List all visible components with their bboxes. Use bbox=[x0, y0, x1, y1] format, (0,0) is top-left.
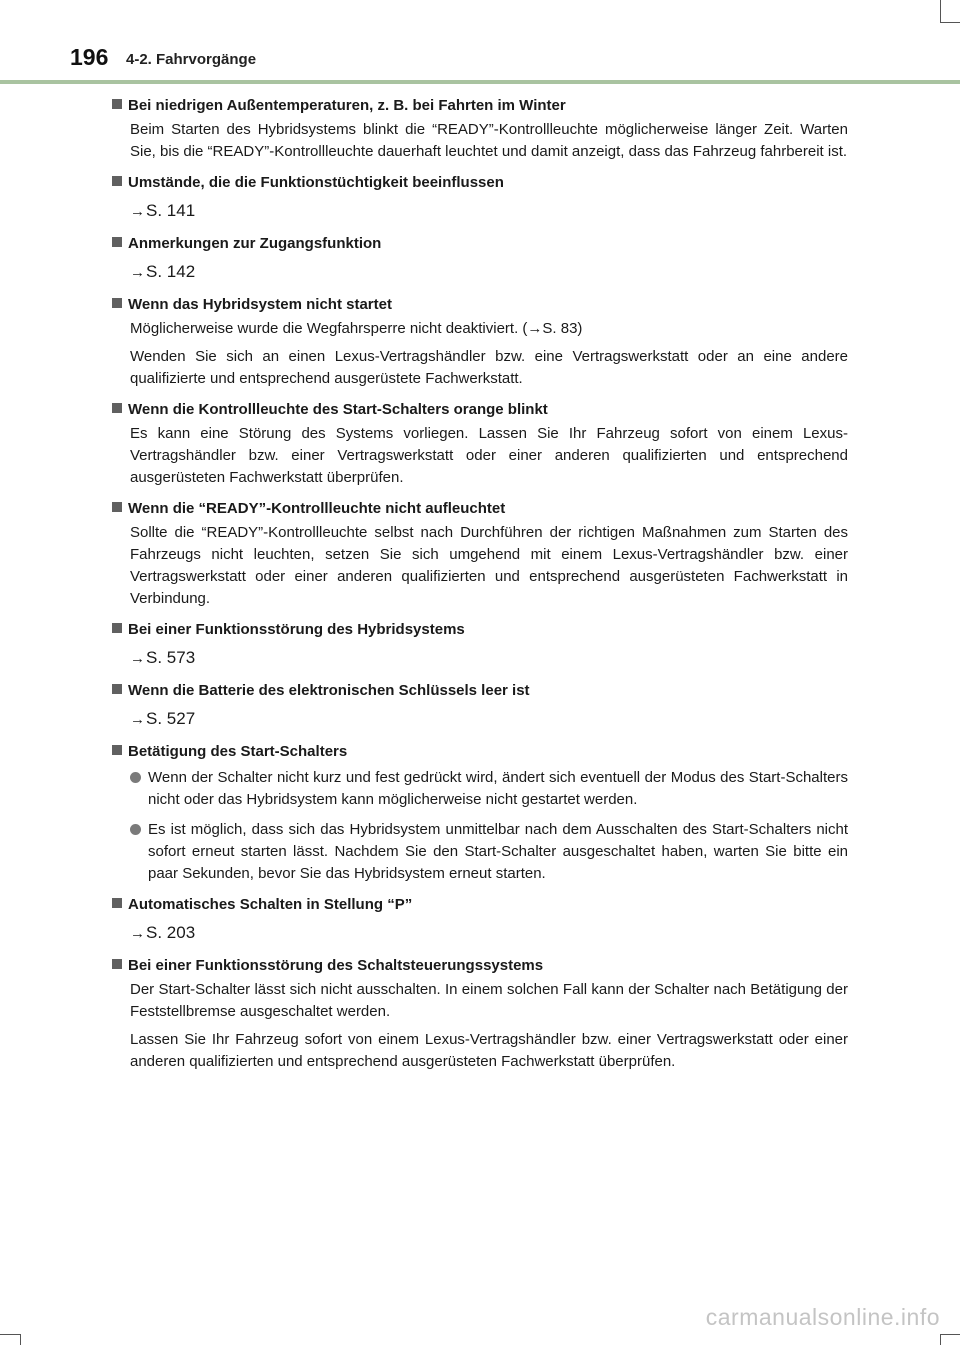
chapter-title: 4-2. Fahrvorgänge bbox=[126, 51, 257, 68]
header-rule bbox=[0, 80, 960, 84]
section-heading bbox=[112, 895, 848, 915]
arrow-right-icon: → bbox=[130, 925, 145, 942]
page-header bbox=[0, 38, 960, 86]
page-reference-text: S. 203 bbox=[146, 923, 196, 942]
section-heading bbox=[112, 956, 848, 976]
page-number: 196 bbox=[70, 44, 109, 70]
round-bullet-icon bbox=[130, 824, 141, 835]
watermark: carmanualsonline.info bbox=[705, 1304, 940, 1330]
bullet-text: Es ist möglich, dass sich das Hybridsystem unmittelbar nach dem Ausschalten des Start-Schalters nicht sofort erneut starten lässt. Nachdem Sie den Start-Schalter ausgeschaltet haben, warten Sie bitte ein paar Sekunden, bevor Sie das Hybridsystem erneut starten. bbox=[148, 821, 848, 882]
section-heading-text: Automatisches Schalten in Stellung “P” bbox=[128, 896, 413, 913]
body-paragraph: Lassen Sie Ihr Fahrzeug sofort von einem Lexus-Vertragshändler bzw. einer Vertragswerkstatt oder einer anderen qualifizierten und entsprechend ausgerüsteten Fachwerkstatt überprüfen. bbox=[130, 1031, 848, 1070]
section bbox=[112, 681, 848, 732]
square-bullet-icon bbox=[112, 623, 122, 633]
section-heading-text: Umstände, die die Funktionstüchtigkeit beeinflussen bbox=[128, 174, 504, 191]
crop-mark bbox=[20, 1334, 21, 1345]
square-bullet-icon bbox=[112, 237, 122, 247]
section-heading-text: Wenn die Batterie des elektronischen Schlüssels leer ist bbox=[128, 682, 530, 699]
body-paragraph: Möglicherweise wurde die Wegfahrsperre nicht deaktiviert. (→S. 83) bbox=[130, 320, 583, 337]
crop-mark bbox=[0, 1334, 20, 1335]
section bbox=[112, 234, 848, 285]
page-reference-text: S. 141 bbox=[146, 201, 196, 220]
section bbox=[112, 956, 848, 1073]
square-bullet-icon bbox=[112, 745, 122, 755]
section bbox=[112, 620, 848, 671]
crop-mark bbox=[940, 1334, 960, 1335]
section-heading-text: Wenn das Hybridsystem nicht startet bbox=[128, 296, 392, 313]
square-bullet-icon bbox=[112, 176, 122, 186]
section-heading bbox=[112, 742, 848, 762]
square-bullet-icon bbox=[112, 684, 122, 694]
page-reference[interactable] bbox=[130, 260, 848, 285]
arrow-right-icon: → bbox=[130, 264, 145, 281]
body-paragraph: Beim Starten des Hybridsystems blinkt die “READY”-Kontrollleuchte möglicherweise länger Zeit. Warten Sie, bis die “READY”-Kontrollleuchte dauerhaft leuchtet und damit anzeigt, dass das Fahrzeug fahrbereit ist. bbox=[130, 121, 848, 160]
page-reference-text: S. 527 bbox=[146, 709, 196, 728]
section bbox=[112, 400, 848, 489]
arrow-right-icon: → bbox=[130, 203, 145, 220]
page-reference-text: S. 142 bbox=[146, 262, 196, 281]
body-paragraph: Sollte die “READY”-Kontrollleuchte selbst nach Durchführen der richtigen Maßnahmen zum Starten des Fahrzeugs nicht leuchten, setzen Sie sich umgehend mit einem Lexus-Vertragshändler bzw. einer Vertragswerkstatt oder einer anderen qualifizierten und entsprechend ausgerüsteten Fachwerkstatt in Verbindung. bbox=[130, 524, 848, 607]
section-heading-text: Wenn die Kontrollleuchte des Start-Schalters orange blinkt bbox=[128, 401, 548, 418]
section-heading-text: Bei niedrigen Außentemperaturen, z. B. bei Fahrten im Winter bbox=[128, 97, 566, 114]
square-bullet-icon bbox=[112, 403, 122, 413]
bullet-text: Wenn der Schalter nicht kurz und fest gedrückt wird, ändert sich eventuell der Modus des Start-Schalters nicht oder das Hybridsystem kann möglicherweise nicht gestartet werden. bbox=[148, 769, 848, 808]
section-heading bbox=[112, 620, 848, 640]
page-reference[interactable] bbox=[130, 646, 848, 671]
section-heading-text: Bei einer Funktionsstörung des Schaltsteuerungssystems bbox=[128, 957, 544, 974]
section-heading bbox=[112, 400, 848, 420]
section bbox=[112, 499, 848, 610]
body-paragraph: Es kann eine Störung des Systems vorliegen. Lassen Sie Ihr Fahrzeug sofort von einem Lexus-Vertragshändler bzw. einer Vertragswerkstatt oder einer anderen qualifizierten und entsprechend ausgerüsteten Fachwerkstatt überprüfen. bbox=[130, 425, 848, 486]
square-bullet-icon bbox=[112, 959, 122, 969]
bullet-item bbox=[148, 767, 848, 811]
page-reference[interactable] bbox=[130, 199, 848, 224]
section-heading-text: Betätigung des Start-Schalters bbox=[128, 743, 348, 760]
page-reference[interactable] bbox=[130, 707, 848, 732]
section-heading-text: Wenn die “READY”-Kontrollleuchte nicht aufleuchtet bbox=[128, 500, 506, 517]
section bbox=[112, 895, 848, 946]
arrow-right-icon: → bbox=[130, 711, 145, 728]
page-reference-text: S. 573 bbox=[146, 648, 196, 667]
body-paragraph: Der Start-Schalter lässt sich nicht ausschalten. In einem solchen Fall kann der Schalter nach Betätigung der Feststellbremse ausgeschaltet werden. bbox=[130, 981, 848, 1020]
square-bullet-icon bbox=[112, 898, 122, 908]
section-heading bbox=[112, 681, 848, 701]
crop-mark bbox=[940, 0, 941, 22]
round-bullet-icon bbox=[130, 772, 141, 783]
arrow-right-icon: → bbox=[130, 650, 145, 667]
bullet-item bbox=[148, 819, 848, 885]
section-heading bbox=[112, 96, 848, 116]
body-paragraph: Wenden Sie sich an einen Lexus-Vertragshändler bzw. eine Vertragswerkstatt oder an eine andere qualifizierte und entsprechend ausgerüstete Fachwerkstatt. bbox=[130, 348, 848, 387]
section-heading-text: Bei einer Funktionsstörung des Hybridsystems bbox=[128, 621, 465, 638]
crop-mark bbox=[940, 1334, 941, 1345]
square-bullet-icon bbox=[112, 298, 122, 308]
section bbox=[112, 173, 848, 224]
crop-mark bbox=[940, 22, 960, 23]
section bbox=[112, 295, 848, 390]
section bbox=[112, 742, 848, 885]
section-heading bbox=[112, 173, 848, 193]
section-heading bbox=[112, 234, 848, 254]
section-heading-text: Anmerkungen zur Zugangsfunktion bbox=[128, 235, 382, 252]
section bbox=[112, 96, 848, 163]
page-reference[interactable] bbox=[130, 921, 848, 946]
section-heading bbox=[112, 499, 848, 519]
page-content bbox=[112, 96, 848, 1083]
section-heading bbox=[112, 295, 848, 315]
square-bullet-icon bbox=[112, 502, 122, 512]
square-bullet-icon bbox=[112, 99, 122, 109]
